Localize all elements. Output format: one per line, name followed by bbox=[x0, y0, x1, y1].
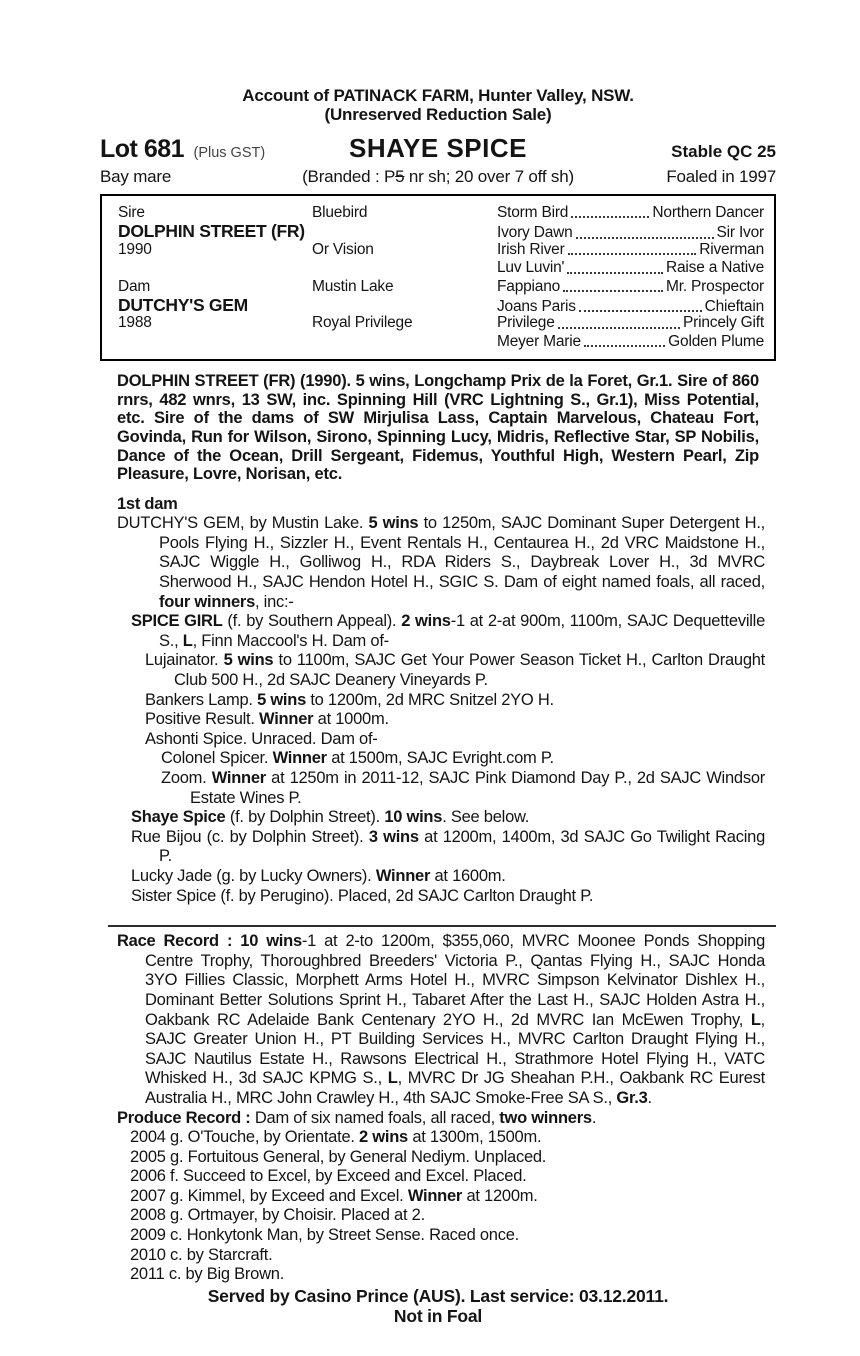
dotted-leader bbox=[567, 272, 663, 274]
foal-entry: SPICE GIRL (f. by Southern Appeal). 2 wins-1 at 2-at 900m, 1100m, SAJC Dequetteville S., L, Finn Maccool's H. Dam of- bbox=[131, 612, 765, 650]
foaled-line: Foaled in 1997 bbox=[666, 167, 776, 186]
horse-detail-row bbox=[100, 167, 776, 187]
gen3-name: Meyer Marie bbox=[497, 332, 581, 350]
pedigree-generation-pair bbox=[497, 241, 764, 259]
service-line: Served by Casino Prince (AUS). Last service: 03.12.2011. bbox=[207, 1285, 669, 1306]
dotted-leader bbox=[579, 310, 702, 312]
gen4-name: Golden Plume bbox=[668, 332, 764, 350]
produce-entry: 2009 c. Honkytonk Man, by Street Sense. Raced once. bbox=[130, 1226, 519, 1245]
section-divider bbox=[108, 925, 776, 927]
sire-year: 1990 bbox=[118, 240, 152, 258]
gen3-name: Storm Bird bbox=[497, 204, 569, 221]
pedigree-generation-pair bbox=[497, 204, 764, 222]
gst-note: (Plus GST) bbox=[193, 145, 266, 161]
dotted-leader bbox=[558, 327, 680, 329]
sire-label: Sire bbox=[118, 204, 145, 221]
pedigree-generation-pair bbox=[497, 314, 764, 332]
race-record-section bbox=[117, 932, 765, 1285]
gen3-name: Luv Luvin' bbox=[497, 259, 565, 277]
pedigree-row bbox=[118, 241, 764, 259]
lot-left bbox=[100, 135, 349, 164]
race-record: Race Record : 10 wins-1 at 2-to 1200m, $355,060, MVRC Moonee Ponds Shopping Centre Trophy, Thoroughbred Breeders' Victoria P., Qantas Flying H., SAJC Honda 3YO Fillies Classic, Morphett Arms Hotel H., MVRC Simpson Kelvinator Dishlex H., Dominant Better Solutions Sprint H., Tabaret After the Last H., SAJC Holden Astra H., Oakbank RC Adelaide Bank Centenary 2YO H., 2d MVRC Ian McEwen Trophy, L, SAJC Greater Union H., PT Building Services H., MVRC Carlton Draught Flying H., SAJC Nautilus Estate H., Rawsons Electrical H., Strathmore Hotel Flying H., VATC Whisked H., 3d SAJC KPMG S., L, MVRC Dr JG Sheahan P.H., Oakbank RC Eurest Australia H., MRC John Crawley H., 4th SAJC Smoke-Free SA S., Gr.3. bbox=[117, 932, 766, 1107]
page-content bbox=[100, 86, 776, 1327]
first-dam-section bbox=[117, 495, 765, 906]
foal-entry: Lucky Jade (g. by Lucky Owners). Winner at 1600m. bbox=[131, 866, 506, 885]
foal-entry: Sister Spice (f. by Perugino). Placed, 2d SAJC Carlton Draught P. bbox=[131, 886, 594, 905]
pedigree-row bbox=[118, 204, 764, 222]
great-grandchild-entry: Zoom. Winner at 1250m in 2011-12, SAJC Pink Diamond Day P., 2d SAJC Windsor Estate Wines P. bbox=[161, 769, 765, 807]
dotted-leader bbox=[584, 345, 665, 347]
sire-performance-note: DOLPHIN STREET (FR) (1990). 5 wins, Longchamp Prix de la Foret, Gr.1. Sire of 860 rnrs, 482 wnrs, 13 SW, inc. Spinning Hill (VRC Lightning S., Gr.1), Miss Potential, etc. Sire of the dams of SW Mirjulisa Lass, Captain Marvelous, Chateau Fort, Govinda, Run for Wilson, Sirono, Spinning Lucy, Midris, Reflective Star, SP Nobilis, Dance of the Ocean, Drill Sergeant, Fidemus, Youthful High, Western Pearl, Zip Pleasure, Lovre, Norisan, etc. bbox=[117, 372, 759, 484]
sale-type-line: (Unreserved Reduction Sale) bbox=[324, 105, 552, 124]
brand-prefix: (Branded : P bbox=[302, 167, 396, 186]
damsire-name: Mustin Lake bbox=[312, 277, 394, 295]
pedigree-row bbox=[118, 333, 764, 351]
horse-name: SHAYE SPICE bbox=[349, 133, 527, 163]
gen3-name: Irish River bbox=[497, 240, 565, 258]
pedigree-generation-pair bbox=[497, 259, 764, 277]
lot-number: Lot 681 bbox=[100, 135, 185, 163]
pedigree-generation-pair bbox=[497, 278, 764, 296]
produce-entry: 2005 g. Fortuitous General, by General Nediym. Unplaced. bbox=[130, 1147, 547, 1166]
gen4-name: Chieftain bbox=[704, 297, 764, 315]
gen3-name: Fappiano bbox=[497, 277, 561, 295]
produce-entry: 2010 c. by Starcraft. bbox=[130, 1245, 273, 1264]
dotted-leader bbox=[563, 290, 663, 292]
sire-name: DOLPHIN STREET (FR) bbox=[118, 221, 305, 242]
pedigree-table bbox=[100, 194, 776, 361]
foal-status-line: Not in Foal bbox=[393, 1306, 483, 1327]
dam-year: 1988 bbox=[118, 314, 152, 332]
granddam-name: Royal Privilege bbox=[312, 314, 413, 332]
service-note bbox=[100, 1286, 776, 1327]
pedigree-generation-pair bbox=[497, 333, 764, 351]
brand-suffix: nr sh; 20 over 7 off sh) bbox=[404, 167, 574, 186]
horse-description: Bay mare bbox=[100, 167, 172, 186]
gen3-name: Privilege bbox=[497, 314, 555, 332]
produce-record-heading: Produce Record : Dam of six named foals, all raced, two winners. bbox=[117, 1108, 597, 1127]
granddaughter-entry: Bankers Lamp. 5 wins to 1200m, 2d MRC Snitzel 2YO H. bbox=[145, 690, 554, 709]
brand-struck-digit: 5 bbox=[395, 167, 405, 186]
first-dam-heading: 1st dam bbox=[117, 494, 178, 513]
dam-label: Dam bbox=[118, 277, 151, 295]
dotted-leader bbox=[571, 216, 649, 218]
gen4-name: Mr. Prospector bbox=[666, 277, 764, 295]
produce-entry: 2008 g. Ortmayer, by Choisir. Placed at 2. bbox=[130, 1206, 425, 1225]
pedigree-row bbox=[118, 296, 764, 314]
lot-title-row bbox=[100, 133, 776, 164]
produce-entry: 2007 g. Kimmel, by Exceed and Excel. Winner at 1200m. bbox=[130, 1186, 538, 1205]
gen3-name: Joans Paris bbox=[497, 297, 576, 315]
pedigree-row bbox=[118, 259, 764, 277]
pedigree-row bbox=[118, 222, 764, 240]
brand-line bbox=[302, 167, 574, 187]
gen4-name: Sir Ivor bbox=[716, 224, 764, 242]
produce-entry: 2004 g. O'Touche, by Orientate. 2 wins at 1300m, 1500m. bbox=[130, 1128, 542, 1147]
foal-entry: Rue Bijou (c. by Dolphin Street). 3 wins at 1200m, 1400m, 3d SAJC Go Twilight Racing P. bbox=[131, 827, 765, 866]
granddaughter-entry: Ashonti Spice. Unraced. Dam of- bbox=[145, 729, 378, 748]
gen4-name: Princely Gift bbox=[683, 314, 764, 332]
foal-entry: Shaye Spice (f. by Dolphin Street). 10 wins. See below. bbox=[131, 808, 530, 827]
granddaughter-entry: Lujainator. 5 wins to 1100m, SAJC Get Your Power Season Ticket H., Carlton Draught Club 500 H., 2d SAJC Deanery Vineyards P. bbox=[145, 651, 766, 690]
gen4-name: Riverman bbox=[699, 240, 764, 258]
stable-number: Stable QC 25 bbox=[671, 142, 777, 161]
granddam-name: Or Vision bbox=[312, 240, 374, 258]
grandsire-name: Bluebird bbox=[312, 204, 368, 221]
produce-entry: 2006 f. Succeed to Excel, by Exceed and Excel. Placed. bbox=[130, 1167, 527, 1186]
gen4-name: Raise a Native bbox=[666, 259, 764, 277]
pedigree-row bbox=[118, 314, 764, 332]
dotted-leader bbox=[568, 253, 697, 255]
dam-name: DUTCHY'S GEM bbox=[118, 294, 248, 315]
dam-entry: DUTCHY'S GEM, by Mustin Lake. 5 wins to 1250m, SAJC Dominant Super Detergent H., Pools Flying H., Sizzler H., Event Rentals H., Centaurea H., 2d VRC Maidstone H., SAJC Wiggle H., Golliwog H., RDA Riders S., Daybreak Lover H., 3d MVRC Sherwood H., SAJC Hendon Hotel H., SGIC S. Dam of eight named foals, all raced, four winners, inc:- bbox=[117, 514, 765, 611]
dotted-leader bbox=[576, 237, 714, 239]
great-grandchild-entry: Colonel Spicer. Winner at 1500m, SAJC Evright.com P. bbox=[161, 749, 554, 768]
produce-entry: 2011 c. by Big Brown. bbox=[130, 1265, 285, 1284]
gen3-name: Ivory Dawn bbox=[497, 224, 573, 242]
account-line: Account of PATINACK FARM, Hunter Valley, NSW. bbox=[242, 86, 634, 105]
pedigree-row bbox=[118, 278, 764, 296]
granddaughter-entry: Positive Result. Winner at 1000m. bbox=[145, 710, 389, 729]
gen4-name: Northern Dancer bbox=[652, 204, 764, 221]
